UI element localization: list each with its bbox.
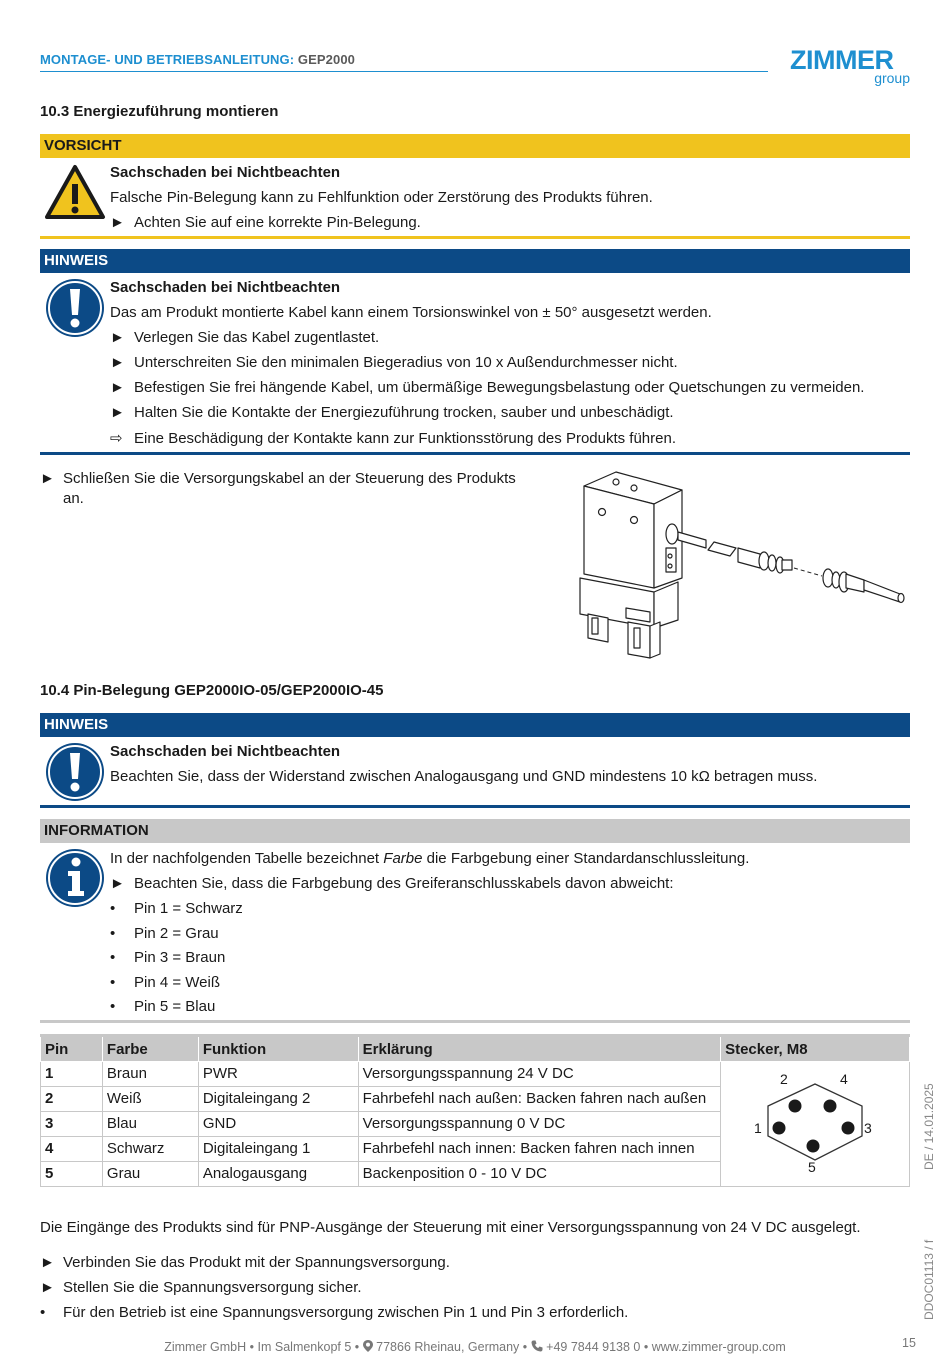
col-header-pin: Pin	[41, 1036, 103, 1062]
hint-title: Sachschaden bei Nichtbeachten	[110, 279, 341, 296]
info-bullet	[110, 998, 215, 1015]
cell-erklaerung: Fahrbefehl nach innen: Backen fahren nach innen	[358, 1137, 720, 1162]
info-bullet	[110, 974, 220, 991]
cell-farbe: Schwarz	[102, 1137, 198, 1162]
gripper-cable-illustration	[574, 468, 910, 664]
doc-header-prefix: MONTAGE- UND BETRIEBSANLEITUNG:	[40, 52, 295, 67]
info-text	[110, 850, 749, 867]
section-heading-10-4: 10.4 Pin-Belegung GEP2000IO-05/GEP2000IO-45	[40, 682, 384, 699]
info-step	[110, 875, 674, 892]
connector-label-4: 4	[840, 1071, 848, 1087]
footer-city: 77866 Rheinau, Germany	[376, 1340, 520, 1354]
cell-erklaerung: Backenposition 0 - 10 V DC	[358, 1162, 720, 1187]
exclamation-icon	[44, 741, 106, 803]
section-heading-10-3: 10.3 Energiezuführung montieren	[40, 103, 279, 120]
footer-separator: •	[249, 1340, 255, 1354]
warning-triangle-icon	[44, 162, 106, 224]
phone-icon	[531, 1340, 543, 1352]
caution-title: Sachschaden bei Nichtbeachten	[110, 164, 341, 181]
hint-step	[110, 329, 379, 346]
location-pin-icon	[363, 1340, 373, 1352]
power-supply-bullet	[40, 1304, 628, 1321]
page-number: 15	[902, 1336, 916, 1350]
footer-street: Im Salmenkopf 5	[257, 1340, 352, 1354]
hint-result-text: Eine Beschädigung der Kontakte kann zur Funktionsstörung des Produkts führen.	[134, 430, 676, 447]
cell-connector-diagram	[721, 1062, 910, 1187]
hint-title: Sachschaden bei Nichtbeachten	[110, 743, 341, 760]
info-bullet	[110, 925, 219, 942]
doc-header-title	[40, 52, 355, 67]
footer-phone: +49 7844 9138 0	[546, 1340, 641, 1354]
footer-separator: •	[354, 1340, 360, 1354]
pin-assignment-table	[40, 1034, 910, 1187]
connector-label-3: 3	[864, 1120, 872, 1136]
info-text-after: die Farbgebung einer Standardanschlussleitung.	[422, 850, 750, 867]
col-header-funktion: Funktion	[198, 1036, 358, 1062]
caution-label: VORSICHT	[40, 134, 910, 158]
info-label: INFORMATION	[40, 819, 910, 843]
footer-separator: •	[522, 1340, 528, 1354]
step-connect-power	[40, 1254, 450, 1271]
cell-funktion: PWR	[198, 1062, 358, 1087]
arrow-marker: ►	[110, 379, 125, 396]
hint-label: HINWEIS	[40, 713, 910, 737]
hint-step	[110, 404, 674, 421]
exclamation-icon	[44, 277, 106, 339]
cell-funktion: Analogausgang	[198, 1162, 358, 1187]
arrow-marker: ►	[110, 875, 125, 892]
hint-step	[110, 379, 864, 396]
bullet-marker: •	[110, 949, 116, 966]
result-arrow-icon: ⇨	[110, 430, 123, 447]
cell-pin: 3	[41, 1112, 103, 1137]
cell-pin: 1	[41, 1062, 103, 1087]
hint-step-text: Halten Sie die Kontakte der Energiezuführung trocken, sauber und unbeschädigt.	[134, 404, 674, 421]
info-bullet-text: Pin 1 = Schwarz	[134, 900, 243, 917]
caution-rule	[40, 236, 910, 239]
cell-farbe: Braun	[102, 1062, 198, 1087]
step-text: Stellen Sie die Spannungsversorgung sicher.	[63, 1279, 362, 1296]
zimmer-logo	[790, 46, 912, 90]
hint-step-text: Befestigen Sie frei hängende Kabel, um übermäßige Bewegungsbelastung oder Quetschungen zu vermeiden.	[134, 379, 865, 396]
cell-farbe: Weiß	[102, 1087, 198, 1112]
footer-separator: •	[643, 1340, 649, 1354]
cell-erklaerung: Versorgungsspannung 0 V DC	[358, 1112, 720, 1137]
bullet-marker: •	[110, 900, 116, 917]
cell-pin: 5	[41, 1162, 103, 1187]
bullet-marker: •	[110, 998, 116, 1015]
doc-header-docname: GEP2000	[297, 52, 355, 67]
info-bullet-text: Pin 5 = Blau	[134, 998, 216, 1015]
col-header-stecker: Stecker, M8	[721, 1036, 910, 1062]
bullet-marker: •	[40, 1304, 46, 1321]
lang-date-sidebar: DE / 14.01.2025	[922, 1083, 936, 1170]
cell-pin: 2	[41, 1087, 103, 1112]
arrow-marker: ►	[110, 214, 125, 231]
table-header-row	[41, 1036, 910, 1062]
caution-step	[110, 214, 421, 231]
step-text: Verbinden Sie das Produkt mit der Spannungsversorgung.	[63, 1254, 450, 1271]
arrow-marker: ►	[110, 329, 125, 346]
info-bullet-text: Pin 4 = Weiß	[134, 974, 221, 991]
cell-funktion: GND	[198, 1112, 358, 1137]
col-header-farbe: Farbe	[102, 1036, 198, 1062]
info-text-before: In der nachfolgenden Tabelle bezeichnet	[110, 850, 384, 867]
m8-connector-pinout-diagram	[740, 1066, 890, 1176]
bullet-marker: •	[110, 974, 116, 991]
logo-group: group	[874, 70, 910, 86]
info-bullet-text: Pin 3 = Braun	[134, 949, 226, 966]
hint-step-text: Unterschreiten Sie den minimalen Biegeradius von 10 x Außendurchmesser nicht.	[134, 354, 678, 371]
cell-funktion: Digitaleingang 2	[198, 1087, 358, 1112]
header-rule	[40, 71, 768, 72]
page-footer	[0, 1340, 950, 1354]
pnp-input-note: Die Eingänge des Produkts sind für PNP-Ausgänge der Steuerung mit einer Versorgungsspannung von 24 V DC ausgelegt.	[40, 1219, 861, 1236]
cell-erklaerung: Versorgungsspannung 24 V DC	[358, 1062, 720, 1087]
hint-rule	[40, 805, 910, 808]
hint-text: Beachten Sie, dass der Widerstand zwischen Analogausgang und GND mindestens 10 kΩ betragen muss.	[110, 768, 818, 785]
step-secure-power	[40, 1279, 362, 1296]
step-connect-text: Schließen Sie die Versorgungskabel an der Steuerung des Produkts	[63, 470, 516, 487]
connector-label-2: 2	[780, 1071, 788, 1087]
hint-rule	[40, 452, 910, 455]
doc-id-sidebar: DDOC01113 / f	[922, 1239, 936, 1320]
step-connect-cable	[40, 469, 560, 509]
info-step-text: Beachten Sie, dass die Farbgebung des Greiferanschlusskabels davon abweicht:	[134, 875, 674, 892]
information-notice	[40, 819, 910, 1025]
footer-web: www.zimmer-group.com	[651, 1340, 786, 1354]
hint-notice-resistance	[40, 713, 910, 809]
info-bullet-text: Pin 2 = Grau	[134, 925, 219, 942]
connector-label-5: 5	[808, 1159, 816, 1175]
info-rule	[40, 1020, 910, 1023]
info-icon	[44, 847, 106, 909]
hint-result	[110, 429, 676, 447]
cell-funktion: Digitaleingang 1	[198, 1137, 358, 1162]
arrow-marker: ►	[40, 470, 55, 487]
bullet-text: Für den Betrieb ist eine Spannungsversorgung zwischen Pin 1 und Pin 3 erforderlich.	[63, 1304, 629, 1321]
cell-erklaerung: Fahrbefehl nach außen: Backen fahren nach außen	[358, 1087, 720, 1112]
caution-text: Falsche Pin-Belegung kann zu Fehlfunktion oder Zerstörung des Produkts führen.	[110, 189, 653, 206]
arrow-marker: ►	[40, 1254, 55, 1271]
footer-company: Zimmer GmbH	[164, 1340, 247, 1354]
table-row	[41, 1062, 910, 1087]
cell-pin: 4	[41, 1137, 103, 1162]
hint-step	[110, 354, 678, 371]
caution-step-text: Achten Sie auf eine korrekte Pin-Belegung.	[134, 214, 421, 231]
step-connect-text-cont: an.	[63, 490, 84, 507]
hint-text: Das am Produkt montierte Kabel kann einem Torsionswinkel von ± 50° ausgesetzt werden.	[110, 304, 712, 321]
info-bullet	[110, 949, 225, 966]
col-header-erklaerung: Erklärung	[358, 1036, 720, 1062]
info-bullet	[110, 900, 243, 917]
info-text-italic: Farbe	[383, 850, 423, 867]
hint-label: HINWEIS	[40, 249, 910, 273]
caution-notice	[40, 134, 910, 240]
cell-farbe: Blau	[102, 1112, 198, 1137]
arrow-marker: ►	[110, 354, 125, 371]
logo-brand: ZIMMER	[790, 45, 894, 75]
cell-farbe: Grau	[102, 1162, 198, 1187]
arrow-marker: ►	[110, 404, 125, 421]
bullet-marker: •	[110, 925, 116, 942]
connector-label-1: 1	[754, 1120, 762, 1136]
arrow-marker: ►	[40, 1279, 55, 1296]
hint-step-text: Verlegen Sie das Kabel zugentlastet.	[134, 329, 380, 346]
hint-notice	[40, 249, 910, 457]
